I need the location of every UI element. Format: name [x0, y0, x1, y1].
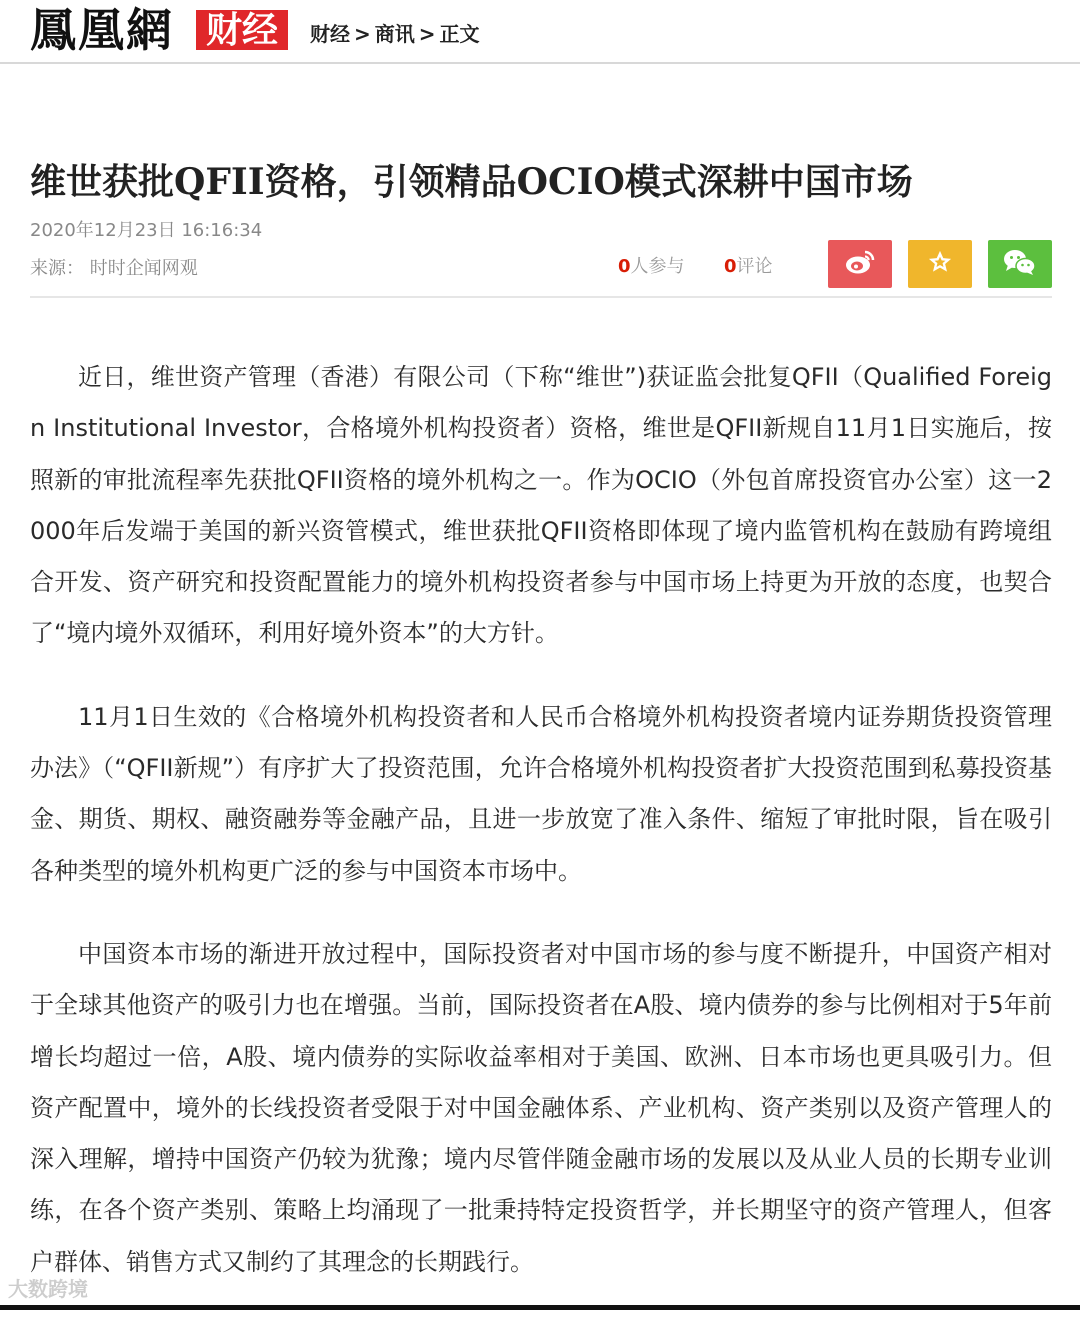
participants-label: 人参与 [630, 256, 685, 277]
article-source: 来源： 时时企闻网观 [30, 258, 198, 279]
breadcrumb-separator: > [418, 22, 436, 46]
site-header [0, 0, 1080, 64]
channel-badge[interactable]: 财经 [196, 10, 288, 50]
breadcrumb-item-article: 正文 [439, 22, 480, 46]
ifeng-logo[interactable]: 鳳凰網 [30, 3, 174, 57]
meta-divider [30, 296, 1052, 298]
article-paragraph: 11月1日生效的《合格境外机构投资者和人民币合格境外机构投资者境内证券期货投资管理办法》（“QFII新规”）有序扩大了投资范围，允许合格境外机构投资者扩大投资范围到私募投资基金、期货、期权、融资融券等金融产品，且进一步放宽了准入条件、缩短了审批时限，旨在吸引各种类型的境外机构更广泛的参与中国资本市场中。 [30, 702, 1052, 885]
breadcrumb-item-finance[interactable]: 财经 [310, 22, 350, 46]
participants-count: 0 [618, 256, 631, 277]
article-paragraph: 近日，维世资产管理（香港）有限公司（下称“维世”)获证监会批复QFII（Qualified Foreign Institutional Investor，合格境外机构投资者）资格，维世是QFII新规自11月1日实施后，按照新的审批流程率先获批QFII资格的境外机构之一。作为OCIO（外包首席投资官办公室）这一2000年后发端于美国的新兴资管模式，维世获批QFII资格即体现了境内监管机构在鼓励有跨境组合开发、资产研究和投资配置能力的境外机构投资者参与中国市场上持更为开放的态度，也契合了“境内境外双循环，利用好境外资本”的大方针。 [30, 363, 1052, 648]
article-body [30, 352, 1052, 1320]
star-icon [926, 248, 954, 280]
share-wechat-button[interactable] [988, 240, 1052, 288]
share-weibo-button[interactable] [828, 240, 892, 288]
participants-link[interactable] [618, 254, 685, 280]
comments-label: 评论 [736, 256, 773, 277]
bottom-bar [0, 1305, 1080, 1310]
weibo-icon [843, 248, 877, 280]
wechat-icon [1002, 247, 1038, 281]
comments-link[interactable] [724, 254, 773, 280]
publish-time: 2020年12月23日 16:16:34 [30, 220, 263, 241]
comments-count: 0 [724, 256, 737, 277]
article-title: 维世获批QFII资格，引领精品OCIO模式深耕中国市场 [30, 161, 913, 204]
breadcrumb-item-business[interactable]: 商讯 [374, 22, 415, 46]
breadcrumb-separator: > [354, 22, 371, 46]
favorite-button[interactable] [908, 240, 972, 288]
article-paragraph: 中国资本市场的渐进开放过程中，国际投资者对中国市场的参与度不断提升，中国资产相对于全球其他资产的吸引力也在增强。当前，国际投资者在A股、境内债券的参与比例相对于5年前增长均超过一倍，A股、境内债券的实际收益率相对于美国、欧洲、日本市场也更具吸引力。但资产配置中，境外的长线投资者受限于对中国金融体系、产业机构、资产类别以及资产管理人的深入理解，增持中国资产仍较为犹豫；境内尽管伴随金融市场的发展以及从业人员的长期专业训练，在各个资产类别、策略上均涌现了一批秉持特定投资哲学，并长期坚守的资产管理人，但客户群体、销售方式又制约了其理念的长期践行。 [30, 939, 1052, 1276]
breadcrumb [310, 20, 480, 48]
watermark: 大数跨境 [8, 1277, 88, 1301]
